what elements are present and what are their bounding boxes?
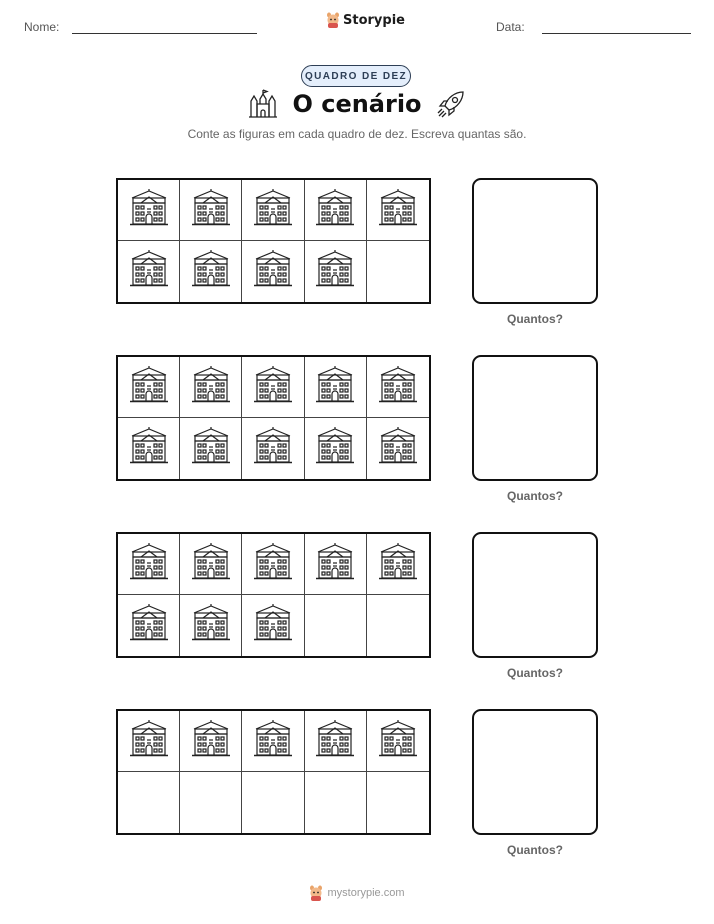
ten-frame-cell [118,595,180,656]
ten-frame-4 [116,709,431,835]
ten-frame-cell [305,772,367,833]
ten-frame-cell [242,534,304,595]
building-icon [129,250,169,293]
footer [0,885,714,901]
ten-frame-3 [116,532,431,658]
building-icon [378,366,418,409]
ten-frame-cell [367,241,429,302]
ten-frame-cell [180,711,242,772]
ten-frame-cell [367,711,429,772]
building-icon [315,250,355,293]
mascot-icon [326,12,340,28]
building-icon [191,427,231,470]
ten-frame-2 [116,355,431,481]
ten-frame-cell [180,241,242,302]
ten-frame-cell [242,711,304,772]
how-many-label-3: Quantos? [507,666,563,680]
ten-frame-cell [118,418,180,479]
answer-box-1[interactable] [472,178,598,304]
how-many-label-4: Quantos? [507,843,563,857]
building-icon [378,720,418,763]
building-icon [253,250,293,293]
castle-icon [248,89,278,119]
rocket-icon [436,89,466,119]
building-icon [378,189,418,232]
building-icon [253,720,293,763]
ten-frame-cell [242,180,304,241]
ten-frame-cell [367,772,429,833]
building-icon [191,604,231,647]
building-icon [253,543,293,586]
ten-frame-cell [305,711,367,772]
ten-frame-cell [367,180,429,241]
building-icon [253,427,293,470]
answer-box-3[interactable] [472,532,598,658]
building-icon [378,543,418,586]
ten-frame-cell [180,772,242,833]
ten-frame-cell [118,357,180,418]
ten-frame-cell [305,241,367,302]
ten-frame-cell [367,595,429,656]
building-icon [315,720,355,763]
footer-url: mystorypie.com [327,887,405,899]
building-icon [129,604,169,647]
worksheet-type-badge: QUADRO DE DEZ [301,65,411,87]
ten-frame-cell [242,241,304,302]
building-icon [253,604,293,647]
building-icon [129,366,169,409]
brand-logo [326,12,405,28]
page-title: O cenário [292,90,422,118]
name-label: Nome: [24,20,60,34]
building-icon [315,427,355,470]
ten-frame-cell [118,772,180,833]
ten-frame-cell [118,711,180,772]
ten-frame-cell [180,357,242,418]
ten-frame-cell [242,595,304,656]
brand-name: Storypie [343,12,405,28]
date-line[interactable] [542,33,691,34]
answer-box-2[interactable] [472,355,598,481]
ten-frame-cell [367,418,429,479]
mascot-icon [309,885,323,901]
building-icon [253,189,293,232]
ten-frame-cell [242,418,304,479]
building-icon [191,543,231,586]
building-icon [315,543,355,586]
ten-frame-cell [180,418,242,479]
ten-frame-cell [118,180,180,241]
ten-frame-cell [305,534,367,595]
date-label: Data: [496,20,525,34]
ten-frame-cell [242,357,304,418]
building-icon [191,250,231,293]
building-icon [129,720,169,763]
building-icon [378,427,418,470]
ten-frame-cell [305,418,367,479]
building-icon [129,189,169,232]
ten-frame-cell [180,180,242,241]
how-many-label-2: Quantos? [507,489,563,503]
answer-box-4[interactable] [472,709,598,835]
building-icon [191,720,231,763]
ten-frame-cell [367,534,429,595]
title-row [0,89,714,119]
ten-frame-cell [367,357,429,418]
building-icon [253,366,293,409]
building-icon [315,366,355,409]
ten-frame-cell [118,534,180,595]
building-icon [129,427,169,470]
ten-frame-cell [305,180,367,241]
ten-frame-cell [305,595,367,656]
ten-frame-cell [242,772,304,833]
ten-frame-1 [116,178,431,304]
instructions: Conte as figuras em cada quadro de dez. Escreva quantas são. [187,127,527,141]
building-icon [129,543,169,586]
building-icon [191,366,231,409]
name-line[interactable] [72,33,257,34]
ten-frame-cell [305,357,367,418]
how-many-label-1: Quantos? [507,312,563,326]
building-icon [315,189,355,232]
ten-frame-cell [118,241,180,302]
building-icon [191,189,231,232]
ten-frame-cell [180,534,242,595]
ten-frame-cell [180,595,242,656]
